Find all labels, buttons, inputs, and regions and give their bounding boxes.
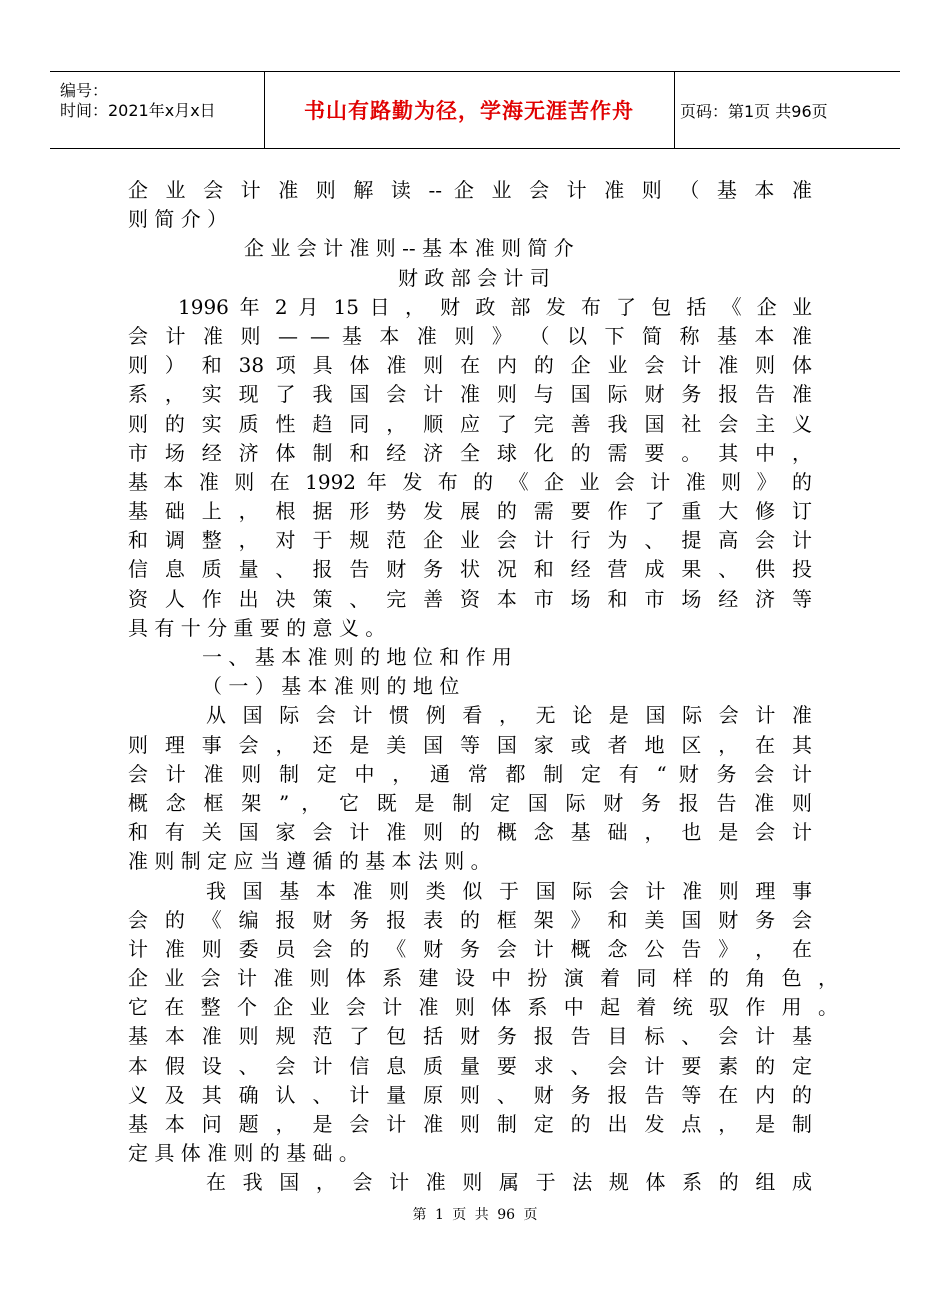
author-line: 财 政 部 会 计 司 <box>398 265 550 290</box>
paragraph-line: 1996 年 2 月 15 日 ， 财 政 部 发 布 了 包 括 《 企 业 <box>178 294 812 319</box>
paragraph-line: 企 业 会 计 准 则 体 系 建 设 中 扮 演 着 同 样 的 角 色 ， <box>128 966 838 991</box>
paragraph-line: 基 本 问 题 ， 是 会 计 准 则 制 定 的 出 发 点 ， 是 制 <box>128 1112 812 1136</box>
paragraph-line: 基 本 准 则 规 范 了 包 括 财 务 报 告 目 标 、 会 计 基 <box>128 1024 812 1049</box>
document-body <box>128 176 838 1198</box>
paragraph-line: 和 有 关 国 家 会 计 准 则 的 概 念 基 础 ， 也 是 会 计 <box>128 820 812 845</box>
header-left-cell <box>50 72 265 148</box>
title-line: 企 业 会 计 准 则 解 读 -- 企 业 会 计 准 则 （ 基 本 准 <box>128 178 812 202</box>
paragraph-line: 则 ） 和 38 项 具 体 准 则 在 内 的 企 业 会 计 准 则 体 <box>128 353 812 378</box>
paragraph-line: 会 计 准 则 制 定 中 ， 通 常 都 制 定 有 “ 财 务 会 计 <box>128 761 812 786</box>
subtitle-line: 企 业 会 计 准 则 -- 基 本 准 则 简 介 <box>244 236 574 261</box>
paragraph-line: 义 及 其 确 认 、 计 量 原 则 、 财 务 报 告 等 在 内 的 <box>128 1082 812 1107</box>
paragraph-line: 会 的 《 编 报 财 务 报 表 的 框 架 》 和 美 国 财 务 会 <box>128 907 812 932</box>
paragraph-line: 市 场 经 济 体 制 和 经 济 全 球 化 的 需 要 。 其 中 ， <box>128 440 812 465</box>
paragraph-line: 在 我 国 ， 会 计 准 则 属 于 法 规 体 系 的 组 成 <box>206 1170 812 1195</box>
header-motto-cell <box>264 72 675 148</box>
paragraph-line: 准 则 制 定 应 当 遵 循 的 基 本 法 则 。 <box>128 849 491 874</box>
paragraph-line: 它 在 整 个 企 业 会 计 准 则 体 系 中 起 着 统 驭 作 用 。 <box>128 995 838 1020</box>
paragraph-line: 计 准 则 委 员 会 的 《 财 务 会 计 概 念 公 告 》 ， 在 <box>128 936 812 961</box>
motto-text: 书山有路勤为径，学海无涯苦作舟 <box>304 99 634 123</box>
paragraph-line: 则 理 事 会 ， 还 是 美 国 等 国 家 或 者 地 区 ， 在 其 <box>128 732 812 757</box>
paragraph-line: 资 人 作 出 决 策 、 完 善 资 本 市 场 和 市 场 经 济 等 <box>128 586 812 611</box>
paragraph-line: 和 调 整 ， 对 于 规 范 企 业 会 计 行 为 、 提 高 会 计 <box>128 528 812 553</box>
paragraph-line: 本 假 设 、 会 计 信 息 质 量 要 求 、 会 计 要 素 的 定 <box>128 1053 812 1078</box>
paragraph-line: 基 础 上 ， 根 据 形 势 发 展 的 需 要 作 了 重 大 修 订 <box>128 499 812 524</box>
paragraph-line: 定 具 体 准 则 的 基 础 。 <box>128 1141 359 1166</box>
paragraph-line: 会 计 准 则 — — 基 本 准 则 》 （ 以 下 简 称 基 本 准 <box>128 323 812 348</box>
paragraph-line: 从 国 际 会 计 惯 例 看 ， 无 论 是 国 际 会 计 准 <box>206 703 812 728</box>
page-info: 页码：第1页 共96页 <box>680 101 828 121</box>
paragraph-line: 信 息 质 量 、 报 告 财 务 状 况 和 经 营 成 果 、 供 投 <box>128 557 812 582</box>
paragraph-line: 则 的 实 质 性 趋 同 ， 顺 应 了 完 善 我 国 社 会 主 义 <box>128 411 812 436</box>
paragraph-line: 概 念 框 架 ” ， 它 既 是 制 定 国 际 财 务 报 告 准 则 <box>128 790 812 815</box>
page-footer: 第 1 页 共 96 页 <box>412 1207 538 1223</box>
number-label: 编号： <box>60 81 109 100</box>
header-page-cell <box>674 72 900 148</box>
paragraph-line: 我 国 基 本 准 则 类 似 于 国 际 会 计 准 则 理 事 <box>206 878 812 903</box>
subsection-heading: （ 一 ） 基 本 准 则 的 地 位 <box>202 674 460 699</box>
paragraph-line: 系 ， 实 现 了 我 国 会 计 准 则 与 国 际 财 务 报 告 准 <box>128 382 812 407</box>
document-header <box>50 71 900 149</box>
paragraph-line: 基 本 准 则 在 1992 年 发 布 的 《 企 业 会 计 准 则 》 的 <box>128 469 812 494</box>
time-label: 时间：2021年x月x日 <box>60 101 216 120</box>
section-heading: 一 、 基 本 准 则 的 地 位 和 作 用 <box>202 645 512 669</box>
title-line: 则 简 介 ） <box>128 207 228 232</box>
paragraph-line: 具 有 十 分 重 要 的 意 义 。 <box>128 615 386 640</box>
